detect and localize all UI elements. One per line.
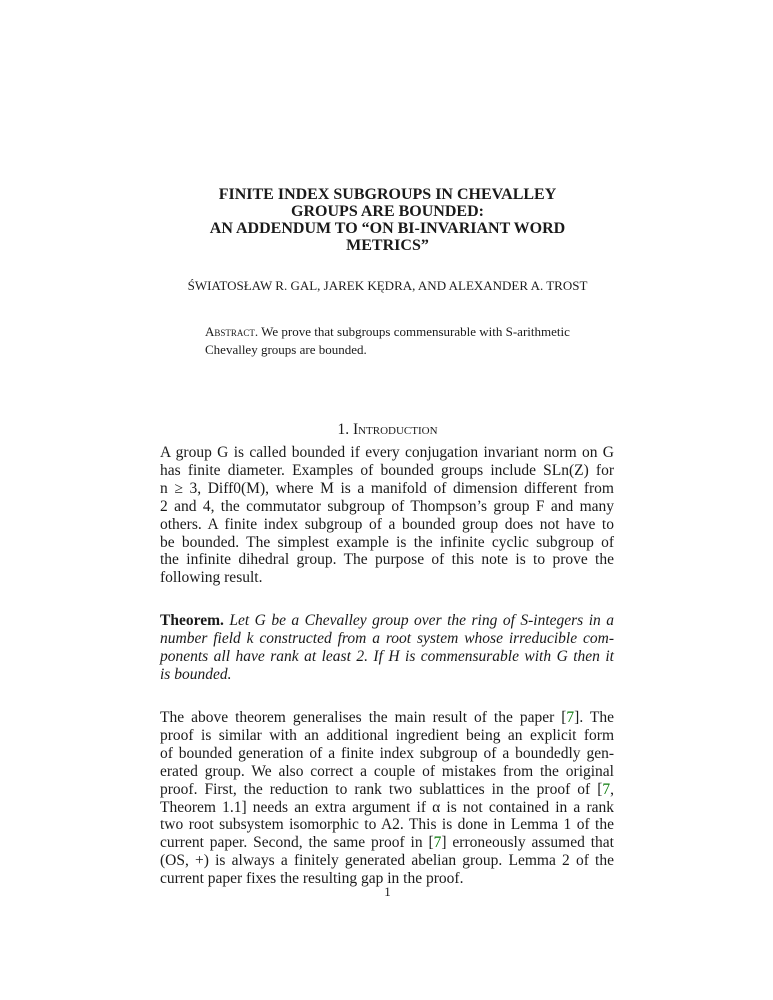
citation-link[interactable]: 7: [433, 834, 442, 852]
theorem-text: Let G be a Chevalley group over the ring of S-integers in a: [229, 612, 614, 629]
text-line: others. A finite index subgroup of a bounded group does not have to: [160, 515, 614, 533]
text-line: of bounded generation of a finite index subgroup of a boundedly gen-: [160, 744, 614, 762]
theorem-block: [160, 612, 614, 684]
page-number: 1: [384, 884, 391, 899]
title-line: GROUPS ARE BOUNDED:: [291, 203, 484, 220]
theorem-line: number field k constructed from a root system whose irreducible com-: [160, 629, 614, 647]
text-line: The above theorem generalises the main result of the paper [7]. The: [160, 709, 614, 726]
text-line: A group G is called bounded if every conjugation invariant norm on G: [160, 444, 614, 461]
section-number: 1.: [337, 421, 350, 438]
section-title: Introduction: [352, 421, 438, 438]
text-line: current paper fixes the resulting gap in the proof.: [160, 870, 464, 888]
title-line: METRICS”: [346, 237, 429, 254]
intro-paragraph: [160, 444, 614, 587]
section-heading: [160, 421, 615, 439]
text-line: the infinite dihedral group. The purpose of this note is to prove the: [160, 551, 614, 569]
abstract-line: Chevalley groups are bounded.: [205, 342, 367, 357]
text-line: following result.: [160, 569, 263, 587]
text-line: erated group. We also correct a couple of mistakes from the original: [160, 762, 614, 780]
author-list: ŚWIATOSŁAW R. GAL, JAREK KĘDRA, AND ALEXANDER A. TROST: [187, 278, 588, 293]
text-line: n ≥ 3, Diff0(M), where M is a manifold of dimension different from: [160, 479, 614, 497]
title-line: AN ADDENDUM TO “ON BI-INVARIANT WORD: [209, 220, 566, 237]
text-line: proof is similar with an additional ingredient being an explicit form: [160, 726, 614, 744]
paper-title: [160, 186, 615, 254]
theorem-label: Theorem.: [160, 612, 224, 629]
citation-link[interactable]: 7: [602, 780, 611, 798]
abstract-label: Abstract.: [205, 324, 259, 339]
text-line: (OS, +) is always a finitely generated abelian group. Lemma 2 of the: [160, 852, 614, 870]
text-line: 2 and 4, the commutator subgroup of Thompson’s group F and many: [160, 497, 614, 515]
text-line: current paper. Second, the same proof in [7] erroneously assumed that: [160, 834, 614, 852]
theorem-line: [160, 612, 614, 630]
closing-paragraph: [160, 709, 614, 888]
theorem-line: is bounded.: [160, 665, 232, 683]
abstract: [205, 323, 601, 359]
text-line: be bounded. The simplest example is the infinite cyclic subgroup of: [160, 533, 614, 551]
text-line: two root subsystem isomorphic to A2. This is done in Lemma 1 of the: [160, 816, 614, 834]
abstract-text: We prove that subgroups commensurable with S-arithmetic: [261, 324, 570, 339]
abstract-line: [205, 323, 601, 341]
text-line: Theorem 1.1] needs an extra argument if α is not contained in a rank: [160, 798, 614, 816]
text-line: has finite diameter. Examples of bounded groups include SLn(Z) for: [160, 461, 614, 479]
text-line: proof. First, the reduction to rank two sublattices in the proof of [7,: [160, 780, 614, 798]
title-line: FINITE INDEX SUBGROUPS IN CHEVALLEY: [218, 186, 557, 203]
theorem-line: ponents all have rank at least 2. If H is commensurable with G then it: [160, 647, 614, 665]
citation-link[interactable]: 7: [566, 709, 575, 726]
